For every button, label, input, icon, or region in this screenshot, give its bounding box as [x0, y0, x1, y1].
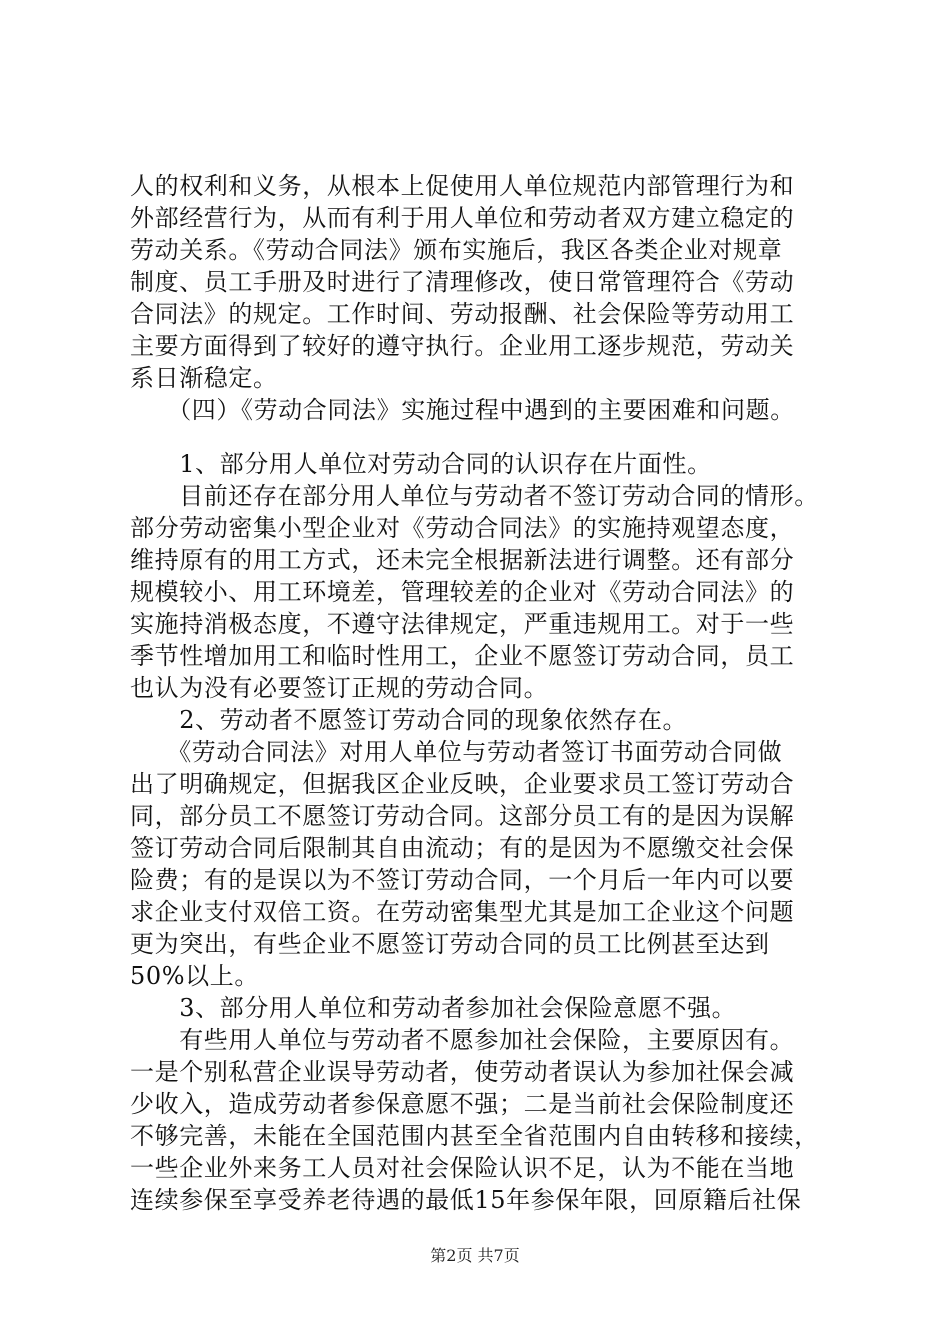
text-line: 也认为没有必要签订正规的劳动合同。	[130, 674, 549, 702]
text-line: 一是个别私营企业误导劳动者，使劳动者误认为参加社保会减	[130, 1058, 795, 1086]
subsection-heading: 3、部分用人单位和劳动者参加社会保险意愿不强。	[130, 994, 737, 1022]
subsection-heading: 1、部分用人单位对劳动合同的认识存在片面性。	[130, 450, 712, 478]
paragraph-gap	[130, 426, 830, 448]
text-line: 合同法》的规定。工作时间、劳动报酬、社会保险等劳动用工	[130, 300, 795, 328]
section-heading: （四）《劳动合同法》实施过程中遇到的主要困难和问题。	[130, 396, 795, 424]
text-line: 50%以上。	[130, 962, 259, 990]
text-line: 一些企业外来务工人员对社会保险认识不足，认为不能在当地	[130, 1154, 795, 1182]
text-line: 有些用人单位与劳动者不愿参加社会保险，主要原因有。	[130, 1026, 795, 1054]
text-line: 实施持消极态度，不遵守法律规定，严重违规用工。对于一些	[130, 610, 795, 638]
text-line: 《劳动合同法》对用人单位与劳动者签订书面劳动合同做	[130, 738, 783, 766]
text-line: 不够完善，未能在全国范围内甚至全省范围内自由转移和接续，	[130, 1122, 819, 1150]
text-line: 外部经营行为，从而有利于用人单位和劳动者双方建立稳定的	[130, 204, 795, 232]
text-line: 连续参保至享受养老待遇的最低15年参保年限，回原籍后社保	[130, 1186, 802, 1214]
text-line: 险费；有的是误以为不签订劳动合同，一个月后一年内可以要	[130, 866, 795, 894]
text-line: 同，部分员工不愿签订劳动合同。这部分员工有的是因为误解	[130, 802, 795, 830]
text-line: 季节性增加用工和临时性用工，企业不愿签订劳动合同，员工	[130, 642, 795, 670]
text-line: 更为突出，有些企业不愿签订劳动合同的员工比例甚至达到	[130, 930, 770, 958]
text-line: 求企业支付双倍工资。在劳动密集型尤其是加工企业这个问题	[130, 898, 795, 926]
text-line: 签订劳动合同后限制其自由流动；有的是因为不愿缴交社会保	[130, 834, 795, 862]
subsection-heading: 2、劳动者不愿签订劳动合同的现象依然存在。	[130, 706, 688, 734]
text-line: 制度、员工手册及时进行了清理修改，使日常管理符合《劳动	[130, 268, 795, 296]
text-line: 人的权利和义务，从根本上促使用人单位规范内部管理行为和	[130, 172, 795, 200]
text-line: 系日渐稳定。	[130, 364, 278, 392]
text-line: 部分劳动密集小型企业对《劳动合同法》的实施持观望态度，	[130, 514, 795, 542]
text-line: 规模较小、用工环境差，管理较差的企业对《劳动合同法》的	[130, 578, 795, 606]
page-footer: 第2页 共7页	[430, 1246, 520, 1265]
text-line: 目前还存在部分用人单位与劳动者不签订劳动合同的情形。	[130, 482, 819, 510]
text-line: 主要方面得到了较好的遵守执行。企业用工逐步规范，劳动关	[130, 332, 795, 360]
body-text	[130, 170, 830, 1216]
text-line: 出了明确规定，但据我区企业反映，企业要求员工签订劳动合	[130, 770, 795, 798]
text-line: 维持原有的用工方式，还未完全根据新法进行调整。还有部分	[130, 546, 795, 574]
text-line: 劳动关系。《劳动合同法》颁布实施后，我区各类企业对规章	[130, 236, 783, 264]
text-line: 少收入，造成劳动者参保意愿不强；二是当前社会保险制度还	[130, 1090, 795, 1118]
